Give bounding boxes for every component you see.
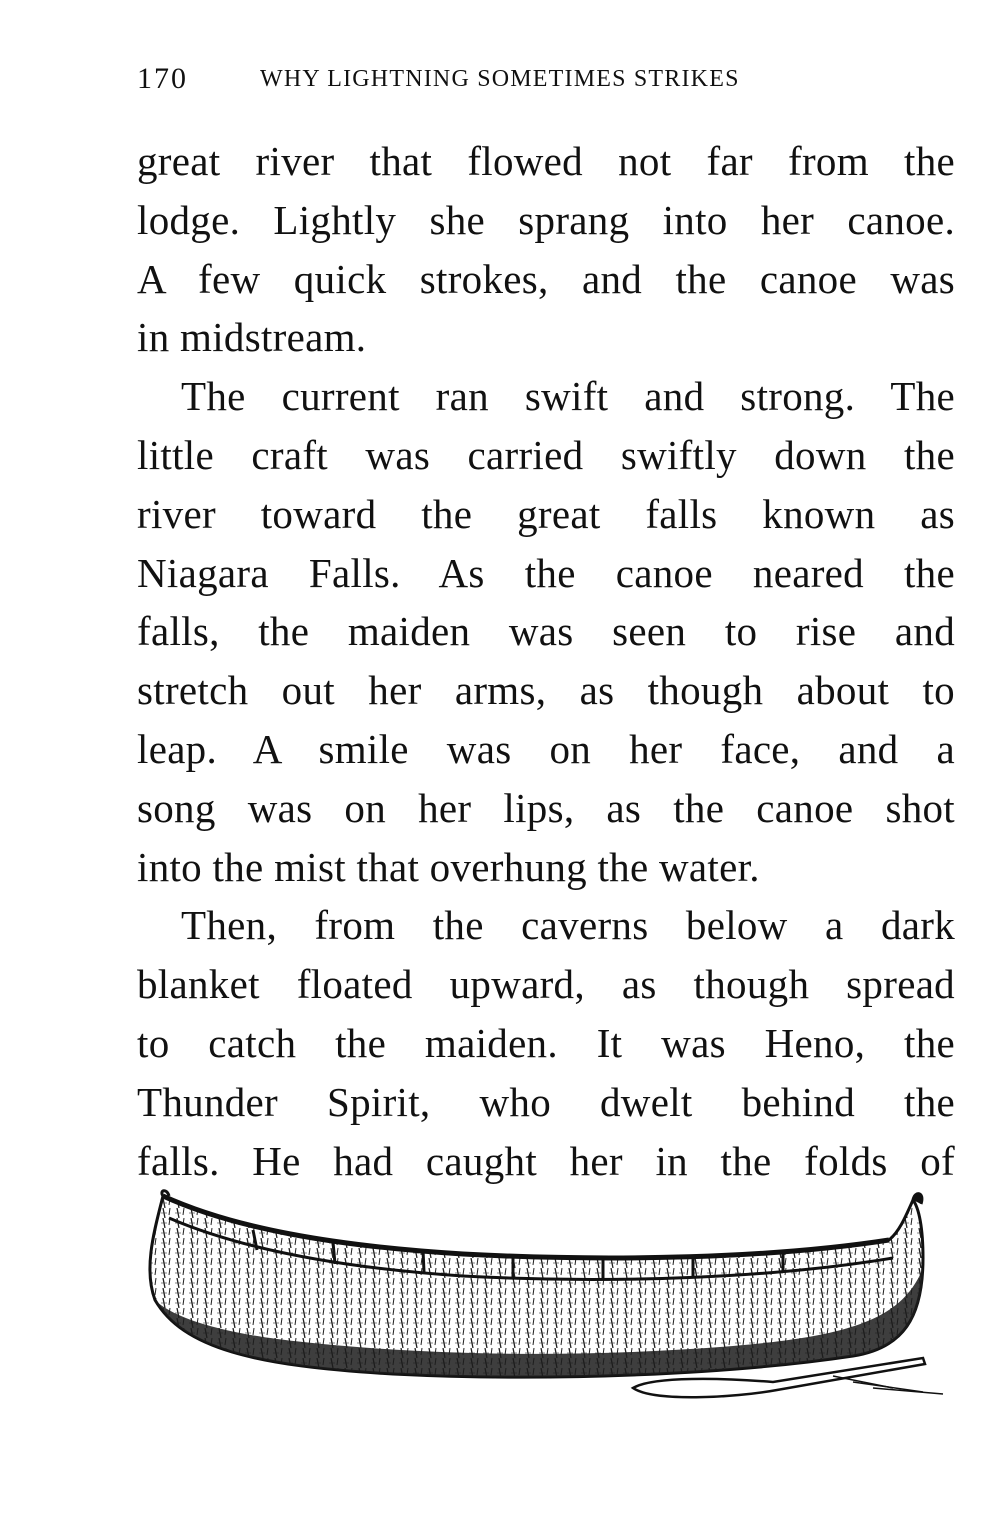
text-line: Niagara Falls. As the canoe neared the xyxy=(137,549,955,596)
text-line: stretch out her arms, as though about to xyxy=(137,667,955,714)
text-line: Then, from the caverns below a dark xyxy=(181,902,955,949)
text-line: little craft was carried swiftly down the xyxy=(137,431,955,478)
page-number: 170 xyxy=(137,62,188,95)
text-line: blanket floated upward, as though spread xyxy=(137,961,955,1008)
text-line: into the mist that overhung the water. xyxy=(137,843,760,890)
text-line: Thunder Spirit, who dwelt behind the xyxy=(137,1078,955,1125)
text-line: The current ran swift and strong. The xyxy=(181,373,955,420)
body-text xyxy=(137,132,955,1190)
text-line: falls, the maiden was seen to rise and xyxy=(137,608,955,655)
text-line: A few quick strokes, and the canoe was xyxy=(137,255,955,302)
running-title: WHY LIGHTNING SOMETIMES STRIKES xyxy=(260,66,740,92)
text-line: to catch the maiden. It was Heno, the xyxy=(137,1019,955,1066)
text-line: in midstream. xyxy=(137,314,367,361)
text-line: lodge. Lightly she sprang into her canoe. xyxy=(137,196,955,243)
text-line: leap. A smile was on her face, and a xyxy=(137,725,955,772)
text-line: river toward the great falls known as xyxy=(137,490,955,537)
running-head xyxy=(137,62,837,102)
text-line: falls. He had caught her in the folds of xyxy=(137,1137,955,1184)
text-line: song was on her lips, as the canoe shot xyxy=(137,784,955,831)
text-line: great river that flowed not far from the xyxy=(137,138,955,184)
canoe-icon xyxy=(133,1188,963,1418)
